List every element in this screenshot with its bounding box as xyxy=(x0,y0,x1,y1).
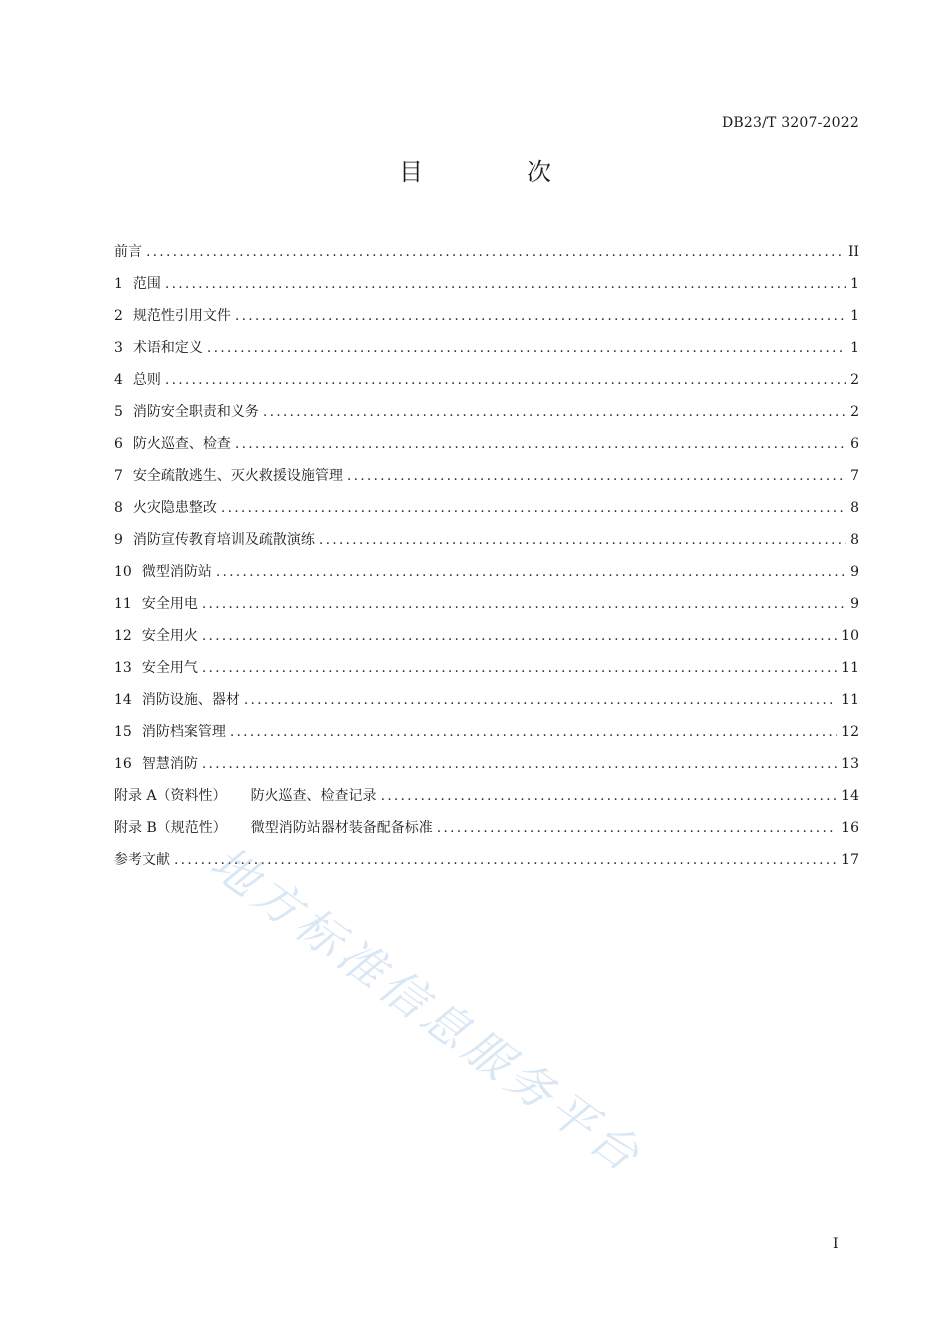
toc-entry[interactable] xyxy=(114,238,859,270)
toc-dot-leader xyxy=(146,238,844,266)
toc-entry[interactable] xyxy=(114,366,859,398)
toc-entry-number: 13 xyxy=(114,660,132,676)
toc-entry-label xyxy=(114,494,217,522)
toc-dot-leader xyxy=(347,462,846,490)
toc-entry[interactable] xyxy=(114,846,859,878)
toc-entry-label xyxy=(114,718,226,746)
page-title: 目 次 xyxy=(399,158,591,186)
toc-entry-label xyxy=(114,846,170,874)
toc-entry-page: 14 xyxy=(841,788,859,804)
toc-entry[interactable] xyxy=(114,750,859,782)
toc-entry-title: 智慧消防 xyxy=(141,756,198,772)
toc-entry-title: 安全用气 xyxy=(141,660,198,676)
toc-entry-number: 10 xyxy=(114,564,132,580)
toc-entry-number: 3 xyxy=(114,340,123,356)
toc-entry-label xyxy=(114,462,343,490)
toc-dot-leader xyxy=(437,814,837,842)
toc-entry-page: 6 xyxy=(850,436,859,452)
toc-dot-leader xyxy=(235,430,846,458)
toc-entry-title: 微型消防站 xyxy=(141,564,212,580)
toc-entry-number: 5 xyxy=(114,404,123,420)
watermark: 地方标准信息服务平台 xyxy=(200,835,654,1185)
toc-dot-leader xyxy=(202,654,837,682)
toc-entry-label xyxy=(114,398,259,426)
toc-entry-title: 术语和定义 xyxy=(132,340,203,356)
toc-entry[interactable] xyxy=(114,782,859,814)
toc-entry-label xyxy=(114,270,161,298)
toc-entry-title: 安全疏散逃生、灭火救援设施管理 xyxy=(132,468,343,484)
toc-entry-number: 9 xyxy=(114,532,123,548)
toc-entry-label xyxy=(114,750,198,778)
toc-dot-leader xyxy=(202,590,846,618)
toc-entry-number: 附录 A（资料性） xyxy=(114,788,227,804)
toc-entry-page: 16 xyxy=(841,820,859,836)
toc-dot-leader xyxy=(221,494,846,522)
toc-entry-title: 参考文献 xyxy=(114,852,170,868)
toc-dot-leader xyxy=(202,622,837,650)
toc-entry-number: 附录 B（规范性） xyxy=(114,820,227,836)
toc-entry-title: 防火巡查、检查记录 xyxy=(250,788,377,804)
toc-entry-number: 11 xyxy=(114,596,132,612)
toc-entry[interactable] xyxy=(114,814,859,846)
toc-entry[interactable] xyxy=(114,526,859,558)
toc-entry-number: 2 xyxy=(114,308,123,324)
toc-entry-label xyxy=(114,430,231,458)
toc-entry-title: 安全用电 xyxy=(141,596,198,612)
toc-entry-title: 消防安全职责和义务 xyxy=(132,404,259,420)
toc-entry[interactable] xyxy=(114,622,859,654)
toc-entry-page: 8 xyxy=(850,532,859,548)
toc-entry-page: 8 xyxy=(850,500,859,516)
toc-entry[interactable] xyxy=(114,718,859,750)
toc-entry-title: 消防宣传教育培训及疏散演练 xyxy=(132,532,315,548)
toc-entry-page: 7 xyxy=(850,468,859,484)
toc-entry[interactable] xyxy=(114,270,859,302)
toc-entry-page: 9 xyxy=(850,596,859,612)
toc-entry-number: 6 xyxy=(114,436,123,452)
toc-entry[interactable] xyxy=(114,686,859,718)
toc-entry-number: 7 xyxy=(114,468,123,484)
toc-entry-page: 2 xyxy=(850,404,859,420)
toc-entry-page: 17 xyxy=(841,852,859,868)
toc-entry-title: 消防设施、器材 xyxy=(141,692,240,708)
toc-entry-number: 15 xyxy=(114,724,132,740)
toc-entry[interactable] xyxy=(114,462,859,494)
toc-dot-leader xyxy=(207,334,846,362)
toc-entry-page: 1 xyxy=(850,276,859,292)
toc-entry-number: 12 xyxy=(114,628,132,644)
toc-dot-leader xyxy=(381,782,838,810)
toc-entry[interactable] xyxy=(114,398,859,430)
toc-entry-page: 13 xyxy=(841,756,859,772)
toc-entry-page: 9 xyxy=(850,564,859,580)
toc-entry-page: 2 xyxy=(850,372,859,388)
toc-entry-label xyxy=(114,526,315,554)
toc-entry-title: 微型消防站器材装备配备标准 xyxy=(250,820,433,836)
toc-entry-label xyxy=(114,814,433,842)
toc-entry[interactable] xyxy=(114,494,859,526)
toc-entry[interactable] xyxy=(114,430,859,462)
toc-dot-leader xyxy=(263,398,846,426)
toc-dot-leader xyxy=(235,302,846,330)
table-of-contents xyxy=(114,238,859,878)
toc-entry-label xyxy=(114,302,231,330)
toc-dot-leader xyxy=(244,686,837,714)
toc-entry-title: 防火巡查、检查 xyxy=(132,436,231,452)
toc-dot-leader xyxy=(202,750,837,778)
toc-entry-label xyxy=(114,782,377,810)
toc-entry-page: 12 xyxy=(841,724,859,740)
toc-entry-page: II xyxy=(847,244,859,260)
toc-entry-label xyxy=(114,558,212,586)
toc-entry-page: 10 xyxy=(841,628,859,644)
toc-entry-number: 1 xyxy=(114,276,123,292)
toc-entry-label xyxy=(114,590,198,618)
toc-entry[interactable] xyxy=(114,590,859,622)
toc-entry-label xyxy=(114,686,240,714)
toc-entry-title: 消防档案管理 xyxy=(141,724,226,740)
toc-dot-leader xyxy=(165,366,846,394)
toc-entry[interactable] xyxy=(114,334,859,366)
toc-entry-title: 安全用火 xyxy=(141,628,198,644)
toc-entry-label xyxy=(114,238,142,266)
toc-entry-label xyxy=(114,334,203,362)
toc-entry-page: 11 xyxy=(841,660,859,676)
toc-entry-page: 1 xyxy=(850,308,859,324)
toc-entry-title: 范围 xyxy=(132,276,161,292)
toc-dot-leader xyxy=(230,718,837,746)
toc-entry-number: 16 xyxy=(114,756,132,772)
toc-entry[interactable] xyxy=(114,558,859,590)
toc-entry-page: 1 xyxy=(850,340,859,356)
toc-entry-label xyxy=(114,366,161,394)
toc-dot-leader xyxy=(165,270,846,298)
toc-entry-number: 4 xyxy=(114,372,123,388)
toc-entry-title: 总则 xyxy=(132,372,161,388)
toc-entry-number: 14 xyxy=(114,692,132,708)
page-number: I xyxy=(833,1236,839,1252)
toc-entry-number: 8 xyxy=(114,500,123,516)
toc-entry-label xyxy=(114,622,198,650)
toc-entry-title: 规范性引用文件 xyxy=(132,308,231,324)
toc-entry-label xyxy=(114,654,198,682)
toc-entry-title: 火灾隐患整改 xyxy=(132,500,217,516)
toc-dot-leader xyxy=(319,526,846,554)
toc-dot-leader xyxy=(174,846,837,874)
toc-entry-title: 前言 xyxy=(114,244,142,260)
document-code: DB23/T 3207-2022 xyxy=(721,115,859,131)
toc-entry-page: 11 xyxy=(841,692,859,708)
toc-dot-leader xyxy=(216,558,846,586)
toc-entry[interactable] xyxy=(114,654,859,686)
toc-entry[interactable] xyxy=(114,302,859,334)
